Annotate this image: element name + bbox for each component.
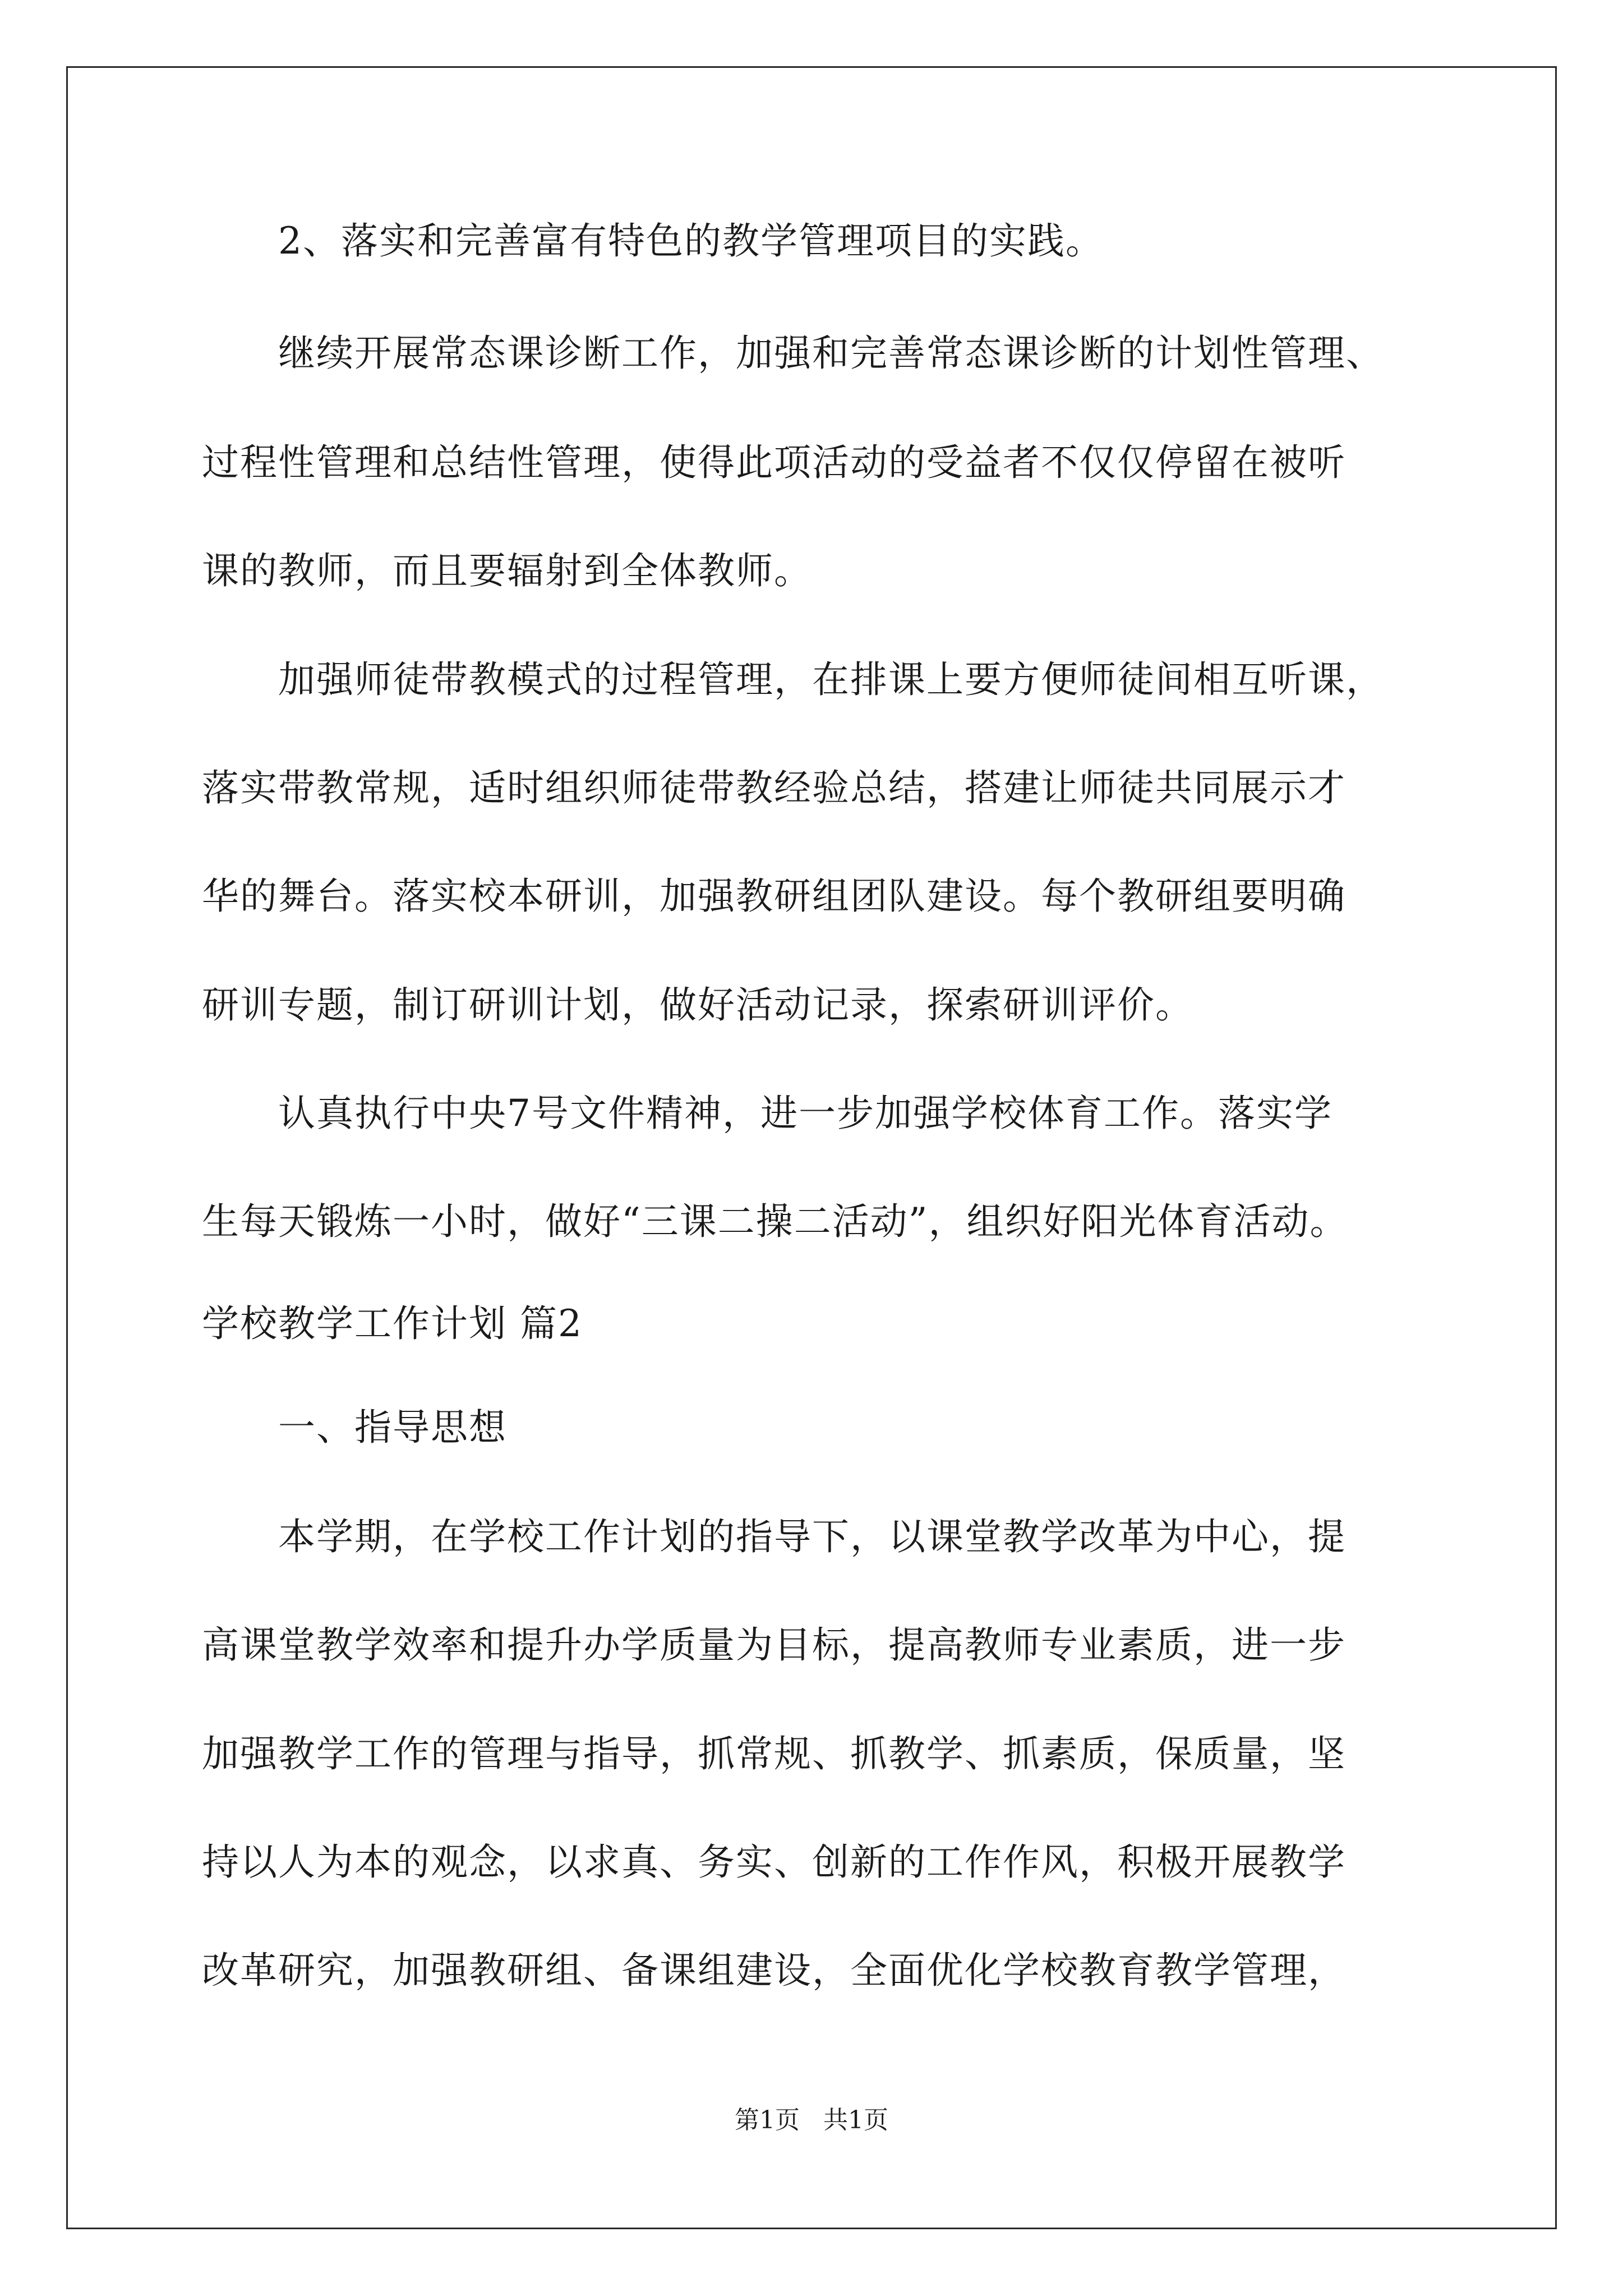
text-line: 持以人为本的观念，以求真、务实、创新的工作作风，积极开展教学 [202, 1841, 1346, 1884]
text-line: 过程性管理和总结性管理，使得此项活动的受益者不仅仅停留在被听 [202, 441, 1346, 484]
text-line: 继续开展常态课诊断工作，加强和完善常态课诊断的计划性管理、 [278, 332, 1384, 375]
text-line: 加强教学工作的管理与指导，抓常规、抓教学、抓素质，保质量，坚 [202, 1732, 1346, 1775]
text-line: 认真执行中央7号文件精神，进一步加强学校体育工作。落实学 [278, 1092, 1332, 1135]
text-line: 高课堂教学效率和提升办学质量为目标，提高教师专业素质，进一步 [202, 1623, 1346, 1667]
text-line: 改革研究，加强教研组、备课组建设，全面优化学校教育教学管理， [202, 1949, 1346, 1992]
subsection-heading: 一、指导思想 [278, 1406, 507, 1449]
text-line: 生每天锻炼一小时，做好“三课二操二活动”，组织好阳光体育活动。 [202, 1200, 1348, 1243]
text-line: 课的教师，而且要辐射到全体教师。 [202, 549, 812, 592]
section-heading: 学校教学工作计划 篇2 [202, 1302, 583, 1345]
text-line: 研训专题，制订研训计划，做好活动记录，探索研训评价。 [202, 983, 1193, 1027]
page-number-footer: 第1页 共1页 [735, 2106, 888, 2134]
text-line: 2、落实和完善富有特色的教学管理项目的实践。 [278, 219, 1104, 263]
text-line: 华的舞台。落实校本研训，加强教研组团队建设。每个教研组要明确 [202, 875, 1346, 918]
page-border [66, 66, 1557, 2229]
text-line: 落实带教常规，适时组织师徒带教经验总结，搭建让师徒共同展示才 [202, 766, 1346, 809]
text-line: 加强师徒带教模式的过程管理，在排课上要方便师徒间相互听课， [278, 658, 1384, 701]
text-line: 本学期，在学校工作计划的指导下，以课堂教学改革为中心，提 [278, 1515, 1346, 1558]
